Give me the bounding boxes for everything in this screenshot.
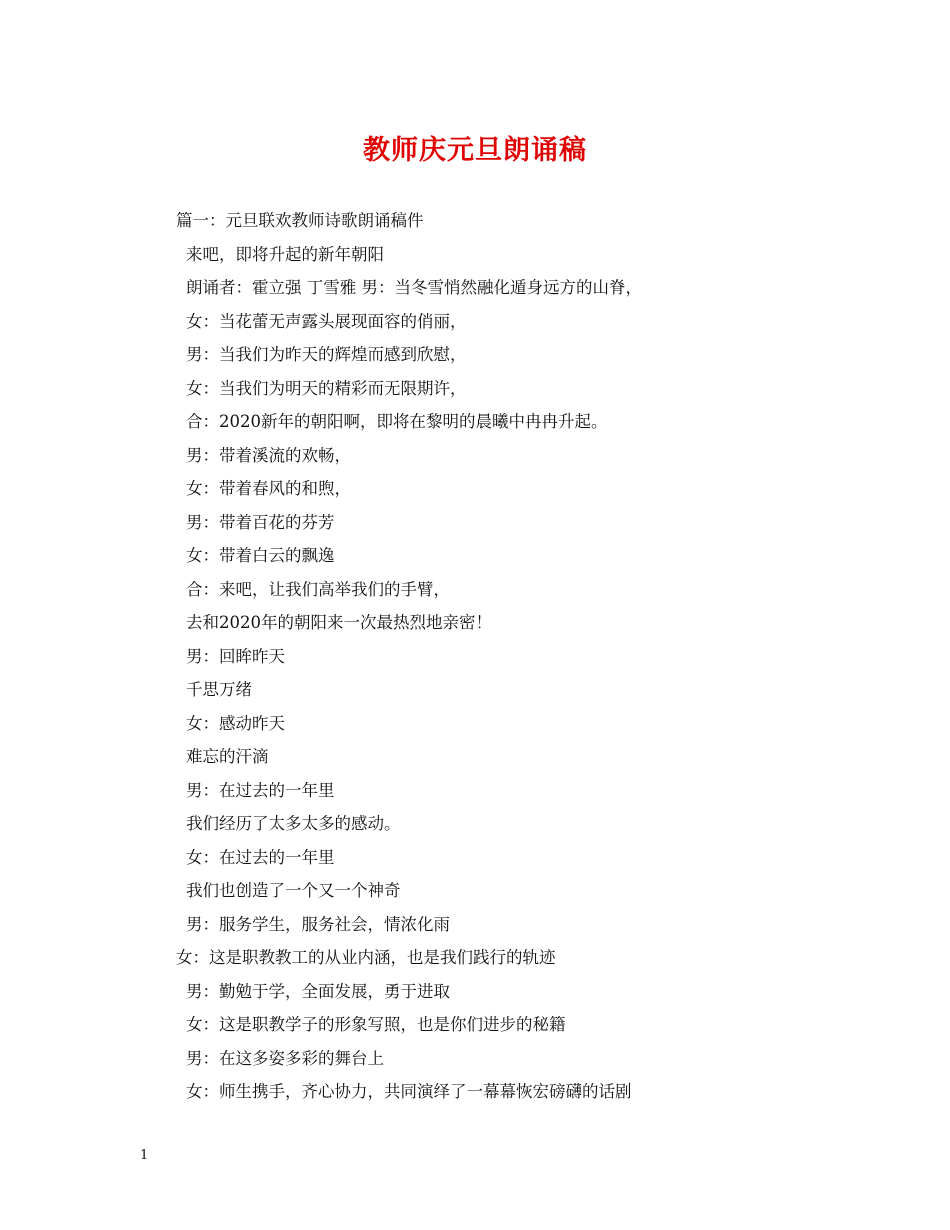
- text-line: 来吧，即将升起的新年朝阳: [186, 244, 384, 264]
- text-line: 男：带着溪流的欢畅，: [186, 445, 351, 465]
- document-title: 教师庆元旦朗诵稿: [363, 135, 587, 166]
- text-line: 男：在过去的一年里: [186, 780, 335, 800]
- page-number: 1: [140, 1148, 149, 1163]
- text-line: 篇一：元旦联欢教师诗歌朗诵稿件: [176, 211, 424, 230]
- text-line: 难忘的汗滴: [186, 747, 269, 766]
- text-line: 我们经历了太多太多的感动。: [186, 814, 401, 833]
- text-line: 女：当我们为明天的精彩而无限期许，: [186, 378, 467, 398]
- text-line: 千思万绪: [186, 680, 252, 699]
- text-line: 合：2020新年的朝阳啊，即将在黎明的晨曦中冉冉升起。: [186, 412, 608, 431]
- text-line: 女：带着白云的飘逸: [186, 546, 335, 565]
- text-line: 女：师生携手，齐心协力，共同演绎了一幕幕恢宏磅礴的话剧: [186, 1082, 632, 1101]
- text-line: 去和2020年的朝阳来一次最热烈地亲密！: [186, 613, 492, 632]
- text-line: 女：这是职教学子的形象写照，也是你们进步的秘籍: [186, 1015, 566, 1034]
- text-line: 女：带着春风的和煦，: [186, 479, 351, 498]
- text-line: 男：带着百花的芬芳: [186, 512, 335, 532]
- text-line: 男：服务学生，服务社会，情浓化雨: [186, 914, 450, 934]
- text-line: 男：当我们为昨天的辉煌而感到欣慰，: [186, 345, 467, 364]
- text-line: 朗诵者：霍立强 丁雪雅 男：当冬雪悄然融化遁身远方的山脊，: [186, 278, 642, 297]
- text-line: 女：在过去的一年里: [186, 847, 335, 867]
- text-line: 女：这是职教教工的从业内涵，也是我们践行的轨迹: [176, 948, 556, 967]
- text-line: 女：当花蕾无声露头展现面容的俏丽，: [186, 311, 467, 331]
- text-line: 男：在这多姿多彩的舞台上: [186, 1048, 384, 1068]
- text-line: 合：来吧，让我们高举我们的手臂，: [186, 579, 450, 599]
- text-line: 我们也创造了一个又一个神奇: [186, 881, 401, 900]
- text-line: 男：回眸昨天: [186, 646, 285, 666]
- text-line: 男：勤勉于学，全面发展，勇于进取: [186, 981, 450, 1001]
- text-line: 女：感动昨天: [186, 713, 285, 733]
